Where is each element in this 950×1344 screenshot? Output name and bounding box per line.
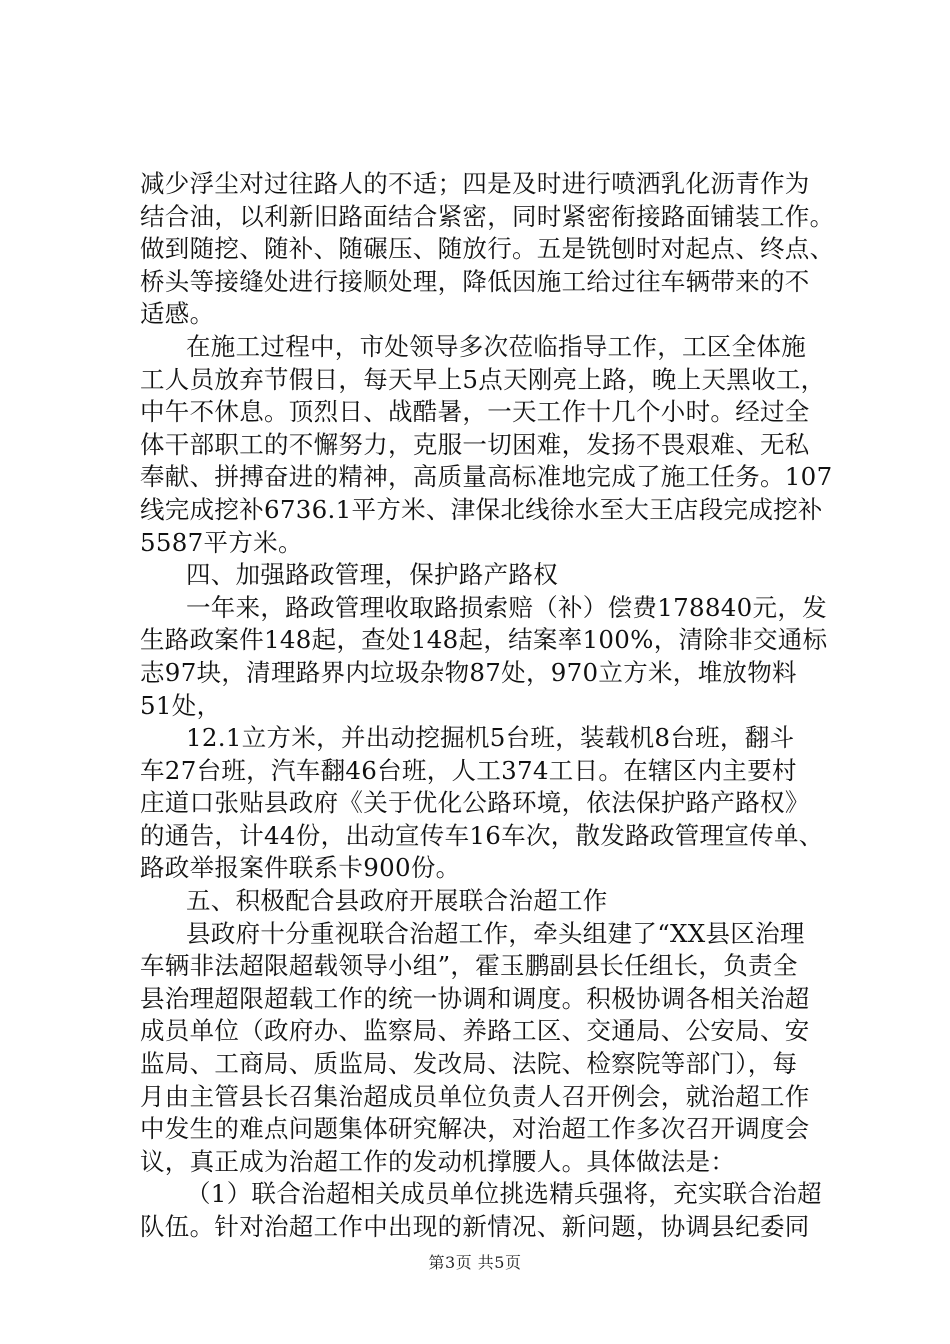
text-line: 奉献、拼搏奋进的精神，高质量高标准地完成了施工任务。107 xyxy=(140,462,833,492)
text-line: 线完成挖补6736.1平方米、津保北线徐水至大王店段完成挖补 xyxy=(140,494,823,524)
text-line: 车27台班，汽车翻46台班，人工374工日。在辖区内主要村 xyxy=(140,755,797,785)
text-line: 月由主管县长召集治超成员单位负责人召开例会，就治超工作 xyxy=(140,1081,810,1111)
text-line: 减少浮尘对过往路人的不适；四是及时进行喷洒乳化沥青作为 xyxy=(140,169,810,198)
text-line: 体干部职工的不懈努力，克服一切困难，发扬不畏艰难、无私 xyxy=(140,429,810,459)
text-line: 议，真正成为治超工作的发动机撑腰人。具体做法是： xyxy=(140,1146,736,1176)
text-line: 中午不休息。顶烈日、战酷暑，一天工作十几个小时。经过全 xyxy=(140,397,810,427)
text-line: 县治理超限超载工作的统一协调和调度。积极协调各相关治超 xyxy=(140,983,810,1013)
document-body xyxy=(140,168,840,1244)
text-line: 生路政案件148起，查处148起，结案率100%，清除非交通标 xyxy=(140,625,828,655)
text-line: 的通告，计44份，出动宣传车16车次，散发路政管理宣传单、 xyxy=(140,820,824,850)
paragraph-start-line: 县政府十分重视联合治超工作，牵头组建了“XX县区治理 xyxy=(186,918,805,948)
text-line: 队伍。针对治超工作中出现的新情况、新问题，协调县纪委同 xyxy=(140,1212,810,1241)
text-line: 车辆非法超限超载领导小组”，霍玉鹏副县长任组长，负责全 xyxy=(140,951,798,981)
text-line: 做到随挖、随补、随碾压、随放行。五是铣刨时对起点、终点、 xyxy=(140,234,835,264)
paragraph-start-line: （1）联合治超相关成员单位挑选精兵强将，充实联合治超 xyxy=(186,1179,822,1209)
paragraph-start-line: 一年来，路政管理收取路损索赔（补）偿费178840元，发 xyxy=(186,592,827,622)
text-line: 志97块，清理路界内垃圾杂物87处，970立方米，堆放物料 xyxy=(140,657,797,687)
text-line: 监局、工商局、质监局、发改局、法院、检察院等部门），每 xyxy=(140,1049,798,1079)
text-line: 中发生的难点问题集体研究解决，对治超工作多次召开调度会 xyxy=(140,1114,810,1144)
text-line: 51处， xyxy=(140,690,222,720)
text-line: 桥头等接缝处进行接顺处理，降低因施工给过往车辆带来的不 xyxy=(140,266,810,296)
page-number-footer: 第3页 共5页 xyxy=(428,1253,522,1272)
text-line: 适感。 xyxy=(140,299,215,329)
text-line: 成员单位（政府办、监察局、养路工区、交通局、公安局、安 xyxy=(140,1016,810,1046)
section-heading: 四、加强路政管理，保护路产路权 xyxy=(186,560,558,590)
text-line: 结合油，以利新旧路面结合紧密，同时紧密衔接路面铺装工作。 xyxy=(140,201,835,231)
text-line: 路政举报案件联系卡900份。 xyxy=(140,853,461,883)
paragraph-start-line: 12.1立方米，并出动挖掘机5台班，装载机8台班，翻斗 xyxy=(186,723,795,753)
text-line: 工人员放弃节假日，每天早上5点天刚亮上路，晚上天黑收工， xyxy=(140,364,826,394)
text-line: 5587平方米。 xyxy=(140,527,303,557)
paragraph-start-line: 在施工过程中，市处领导多次莅临指导工作，工区全体施 xyxy=(186,331,806,361)
section-heading: 五、积极配合县政府开展联合治超工作 xyxy=(186,886,608,916)
text-line: 庄道口张贴县政府《关于优化公路环境，依法保护路产路权》 xyxy=(140,788,810,818)
